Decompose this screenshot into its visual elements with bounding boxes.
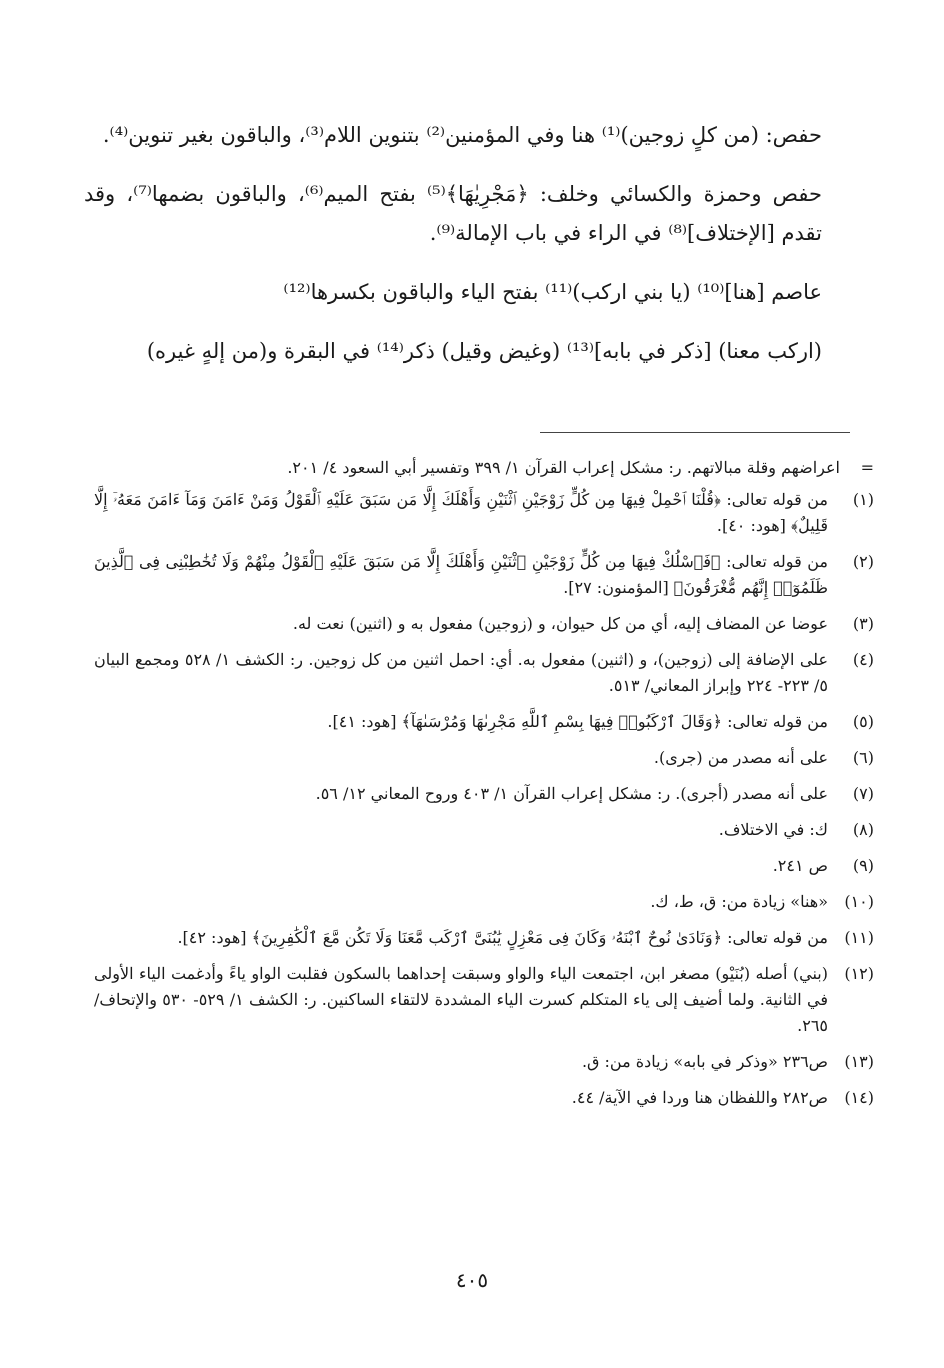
footnote-text: من قوله تعالى: ﴿وَنَادَىٰ نُوحٌ ٱبْنَهُۥ وَكَانَ فِى مَعْزِلٍ يَٰبُنَىَّ ٱرْكَب مَّعَنَا وَلَا تَكُن مَّعَ ٱلْكَٰفِرِينَ﴾ [هود: ٤٢]. <box>177 928 828 947</box>
footnote-number: (١٣) <box>844 1052 874 1071</box>
footnote-text: من قوله تعالى: ﴿وَقَالَ ٱرْكَبُوا۟ فِيهَا بِسْمِ ٱللَّهِ مَجْرِىٰهَا وَمُرْسَىٰهَآ﴾ [هود: ٤١]. <box>327 712 828 731</box>
footnote-text: عوضا عن المضاف إليه، أي من كل حيوان، و (زوجين) مفعول به و (اثنين) نعت له. <box>292 614 828 633</box>
footnote-4 <box>94 647 874 699</box>
page-number: ٤٠٥ <box>455 1268 489 1292</box>
footnote-6 <box>94 745 874 771</box>
footnotes <box>94 455 874 1121</box>
continuation-mark: = <box>860 458 874 477</box>
footnote-number: (٢) <box>852 552 874 571</box>
footnote-number: (٥) <box>852 712 874 731</box>
footnote-text: على الإضافة إلى (زوجين)، و (اثنين) مفعول به. أي: احمل اثنين من كل زوجين. ر: الكشف ١/ ٥٢٨ ومجمع البيان ٥/ ٢٢٣- ٢٢٤ وإبراز المعاني/ ٥١٣. <box>94 650 828 695</box>
footnote-number: (٦) <box>852 748 874 767</box>
main-paragraph: حفص وحمزة والكسائي وخلف: ﴿مَجْرِيٰهَا﴾⁽⁵⁾ بفتح الميم⁽⁶⁾، والباقون بضمها⁽⁷⁾، وقد تقدم [الإختلاف]⁽⁸⁾ في الراء في باب الإمالة⁽⁹⁾. <box>84 182 822 245</box>
footnote-text: ك: في الاختلاف. <box>718 820 828 839</box>
footnote-number: (١١) <box>844 928 874 947</box>
footnote-text: على أنه مصدر من (جرى). <box>653 748 828 767</box>
main-paragraph: (اركب معنا) [ذكر في بابه]⁽¹³⁾ (وغيض وقيل) ذكر⁽¹⁴⁾ في البقرة و(من إلهٍ غيره) <box>146 339 822 363</box>
footnote-9 <box>94 853 874 879</box>
footnote-text: ص٢٨٢ واللفظان هنا وردا في الآية/ ٤٤. <box>571 1088 828 1107</box>
footnote-11 <box>94 925 874 951</box>
main-paragraph: عاصم [هنا]⁽¹⁰⁾ (يا بني اركب)⁽¹¹⁾ بفتح الياء والباقون بكسرها⁽¹²⁾ <box>283 280 822 304</box>
footnote-13 <box>94 1049 874 1075</box>
footnote-number: (١٤) <box>844 1088 874 1107</box>
footnote-number: (١) <box>852 490 874 509</box>
footnote-10 <box>94 889 874 915</box>
footnote-number: (١٢) <box>844 964 874 983</box>
footnote-number: (٤) <box>852 650 874 669</box>
footnote-8 <box>94 817 874 843</box>
footnote-number: (٩) <box>852 856 874 875</box>
footnote-text: من قوله تعالى: ﴿فَٱسْلُكْ فِيهَا مِن كُلٍّ زَوْجَيْنِ ٱثْنَيْنِ وَأَهْلَكَ إِلَّا مَن سَبَقَ عَلَيْهِ ٱلْقَوْلُ مِنْهُمْ وَلَا تُخَٰطِبْنِى فِى ٱلَّذِينَ ظَلَمُوٓا۟ إِنَّهُم مُّغْرَقُونَ﴾ [المؤمنون: ٢٧]. <box>94 552 828 597</box>
footnote-2 <box>94 549 874 601</box>
footnote-text: من قوله تعالى: ﴿قُلْنَا ٱحْمِلْ فِيهَا مِن كُلٍّ زَوْجَيْنِ ٱثْنَيْنِ وَأَهْلَكَ إِلَّا مَن سَبَقَ عَلَيْهِ ٱلْقَوْلُ وَمَنْ ءَامَنَ وَمَآ ءَامَنَ مَعَهُۥٓ إِلَّا قَلِيلٌ﴾ [هود: ٤٠]. <box>94 490 828 535</box>
footnote-3 <box>94 611 874 637</box>
footnote-text: ص٢٣٦ «وذكر في بابه» زيادة من: ق. <box>581 1052 828 1071</box>
main-text <box>84 116 822 371</box>
footnote-12 <box>94 961 874 1039</box>
footnote-text: على أنه مصدر (أجرى). ر: مشكل إعراب القرآن ١/ ٤٠٣ وروح المعاني ١٢/ ٥٦. <box>315 784 828 803</box>
footnote-7 <box>94 781 874 807</box>
footnote-text: ص ٢٤١. <box>772 856 828 875</box>
footnote-number: (٧) <box>852 784 874 803</box>
footnote-5 <box>94 709 874 735</box>
footnote-1 <box>94 487 874 539</box>
footnote-text: «هنا» زيادة من: ق، ط، ك. <box>650 892 828 911</box>
footnote-14 <box>94 1085 874 1111</box>
footnote-continuation <box>94 455 874 481</box>
footnote-number: (٣) <box>852 614 874 633</box>
footnote-separator <box>540 432 850 433</box>
footnote-text: (بني) أصله (بُنَيْو) مصغر ابن، اجتمعت الياء والواو وسبقت إحداهما بالسكون فقلبت الواو ياءً وأدغمت الياء الأولى في الثانية. ولما أضيف إلى ياء المتكلم كسرت الياء المشددة لالتقاء الساكنين. ر: الكشف ١/ ٥٢٩- ٥٣٠ والإتحاف/ ٢٦٥. <box>94 964 829 1035</box>
continuation-text: اعراضهم وقلة مبالاتهم. ر: مشكل إعراب القرآن ١/ ٣٩٩ وتفسير أبي السعود ٤/ ٢٠١. <box>287 458 840 477</box>
footnote-number: (٨) <box>852 820 874 839</box>
main-paragraph: حفص: (من كلٍ زوجين)⁽¹⁾ هنا وفي المؤمنين⁽²⁾ بتنوين اللام⁽³⁾، والباقون بغير تنوين⁽⁴⁾. <box>102 123 822 147</box>
footnote-number: (١٠) <box>844 892 874 911</box>
